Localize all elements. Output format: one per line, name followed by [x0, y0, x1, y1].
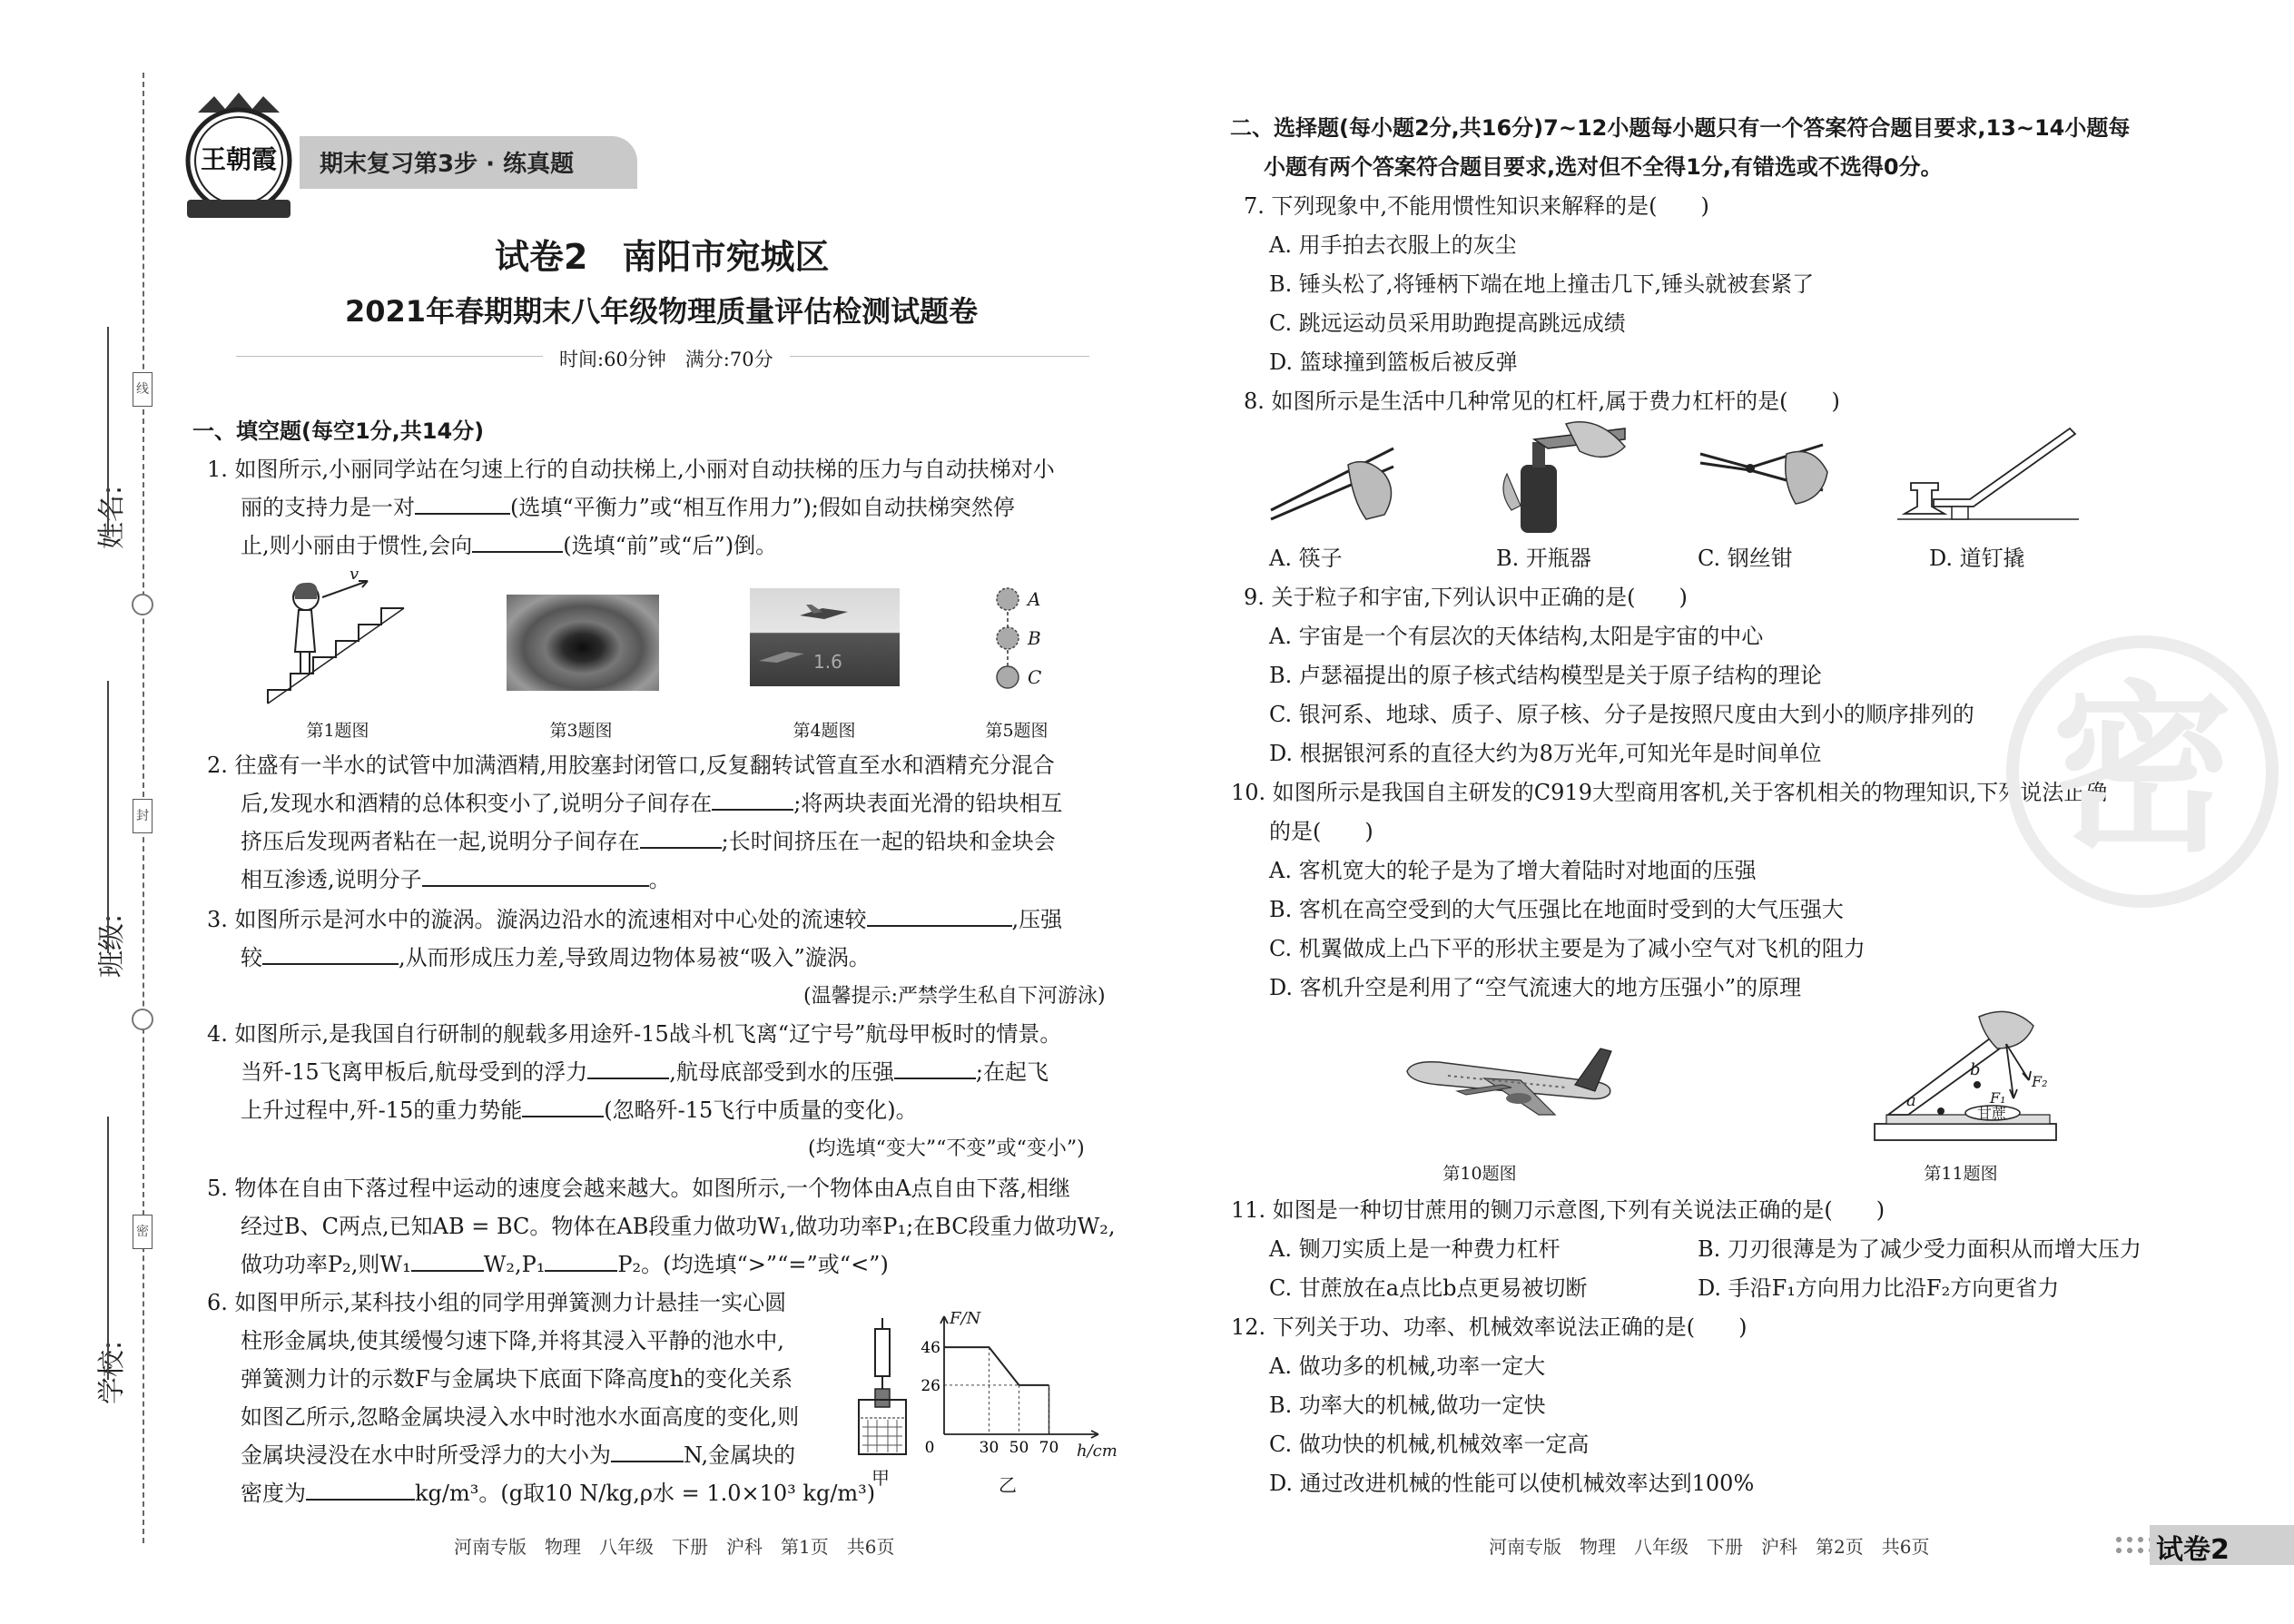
q9-option-b[interactable]: B. 卢瑟福提出的原子核式结构模型是关于原子结构的理论	[1269, 663, 1822, 688]
fig8-bottle-opener	[1498, 419, 1634, 533]
q6-blank-2[interactable]	[306, 1477, 415, 1501]
page-subtitle: 2021年春期期末八年级物理质量评估检测试题卷	[345, 294, 979, 329]
name-line	[107, 327, 109, 536]
q2-blank-1[interactable]	[712, 787, 793, 811]
fig1-caption: 第1题图	[306, 721, 369, 741]
q5-blank-1[interactable]	[411, 1248, 484, 1272]
q3-line2	[241, 939, 871, 978]
chart-ytick-1: 46	[921, 1339, 940, 1358]
chart-xtick-2: 50	[1009, 1439, 1029, 1457]
q9-option-c[interactable]: C. 银河系、地球、质子、原子核、分子是按照尺度由大到小的顺序排列的	[1269, 702, 1974, 727]
fig5-label-c: C	[1028, 666, 1042, 688]
q10-option-d[interactable]: D. 客机升空是利用了“空气流速大的地方压强小”的原理	[1269, 975, 1802, 1000]
q8-option-a[interactable]: A. 筷子	[1269, 546, 1343, 571]
q10-stem-line1: 10. 如图所示是我国自主研发的C919大型商用客机,关于客机相关的物理知识,下列说法正确	[1231, 780, 2108, 805]
q6-line1: 6. 如图甲所示,某科技小组的同学用弹簧测力计悬挂一实心圆	[207, 1290, 787, 1315]
name-label: 姓名:	[96, 485, 129, 550]
page-title: 试卷2 南阳市宛城区	[495, 237, 830, 277]
q5-text-c: P₂。(均选填“>”“=”或“<”)	[617, 1252, 889, 1277]
fig11-cutter	[1870, 1008, 2079, 1148]
page-tab-label: 试卷2	[2156, 1534, 2230, 1566]
q9-option-d[interactable]: D. 根据银河系的直径大约为8万光年,可知光年是时间单位	[1269, 741, 1822, 766]
fig8-pliers	[1696, 427, 1832, 527]
q10-option-a[interactable]: A. 客机宽大的轮子是为了增大着陆时对地面的压强	[1269, 858, 1757, 883]
q6-text-c: 密度为	[241, 1481, 306, 1506]
q11-option-b[interactable]: B. 刀刃很薄是为了减少受力面积从而增大压力	[1698, 1236, 2141, 1262]
footer-right: 河南专版 物理 八年级 下册 沪科 第2页 共6页	[1489, 1536, 1930, 1558]
q3-text-c: 较	[241, 945, 262, 970]
q1-text-c: 止,则小丽由于惯性,会向	[241, 533, 473, 558]
chart-series-line	[944, 1347, 1049, 1385]
q1-text-b: (选填“平衡力”或“相互作用力”);假如自动扶梯突然停	[510, 495, 1015, 520]
q1-line2	[241, 488, 1015, 527]
chart-xtick-3: 70	[1039, 1439, 1059, 1457]
q5-line3	[241, 1245, 889, 1284]
q12-option-a[interactable]: A. 做功多的机械,功率一定大	[1269, 1353, 1546, 1379]
chart-ytick-0: 26	[921, 1376, 940, 1395]
q12-stem: 12. 下列关于功、功率、机械效率说法正确的是( )	[1231, 1314, 1748, 1340]
q2-text-f: 。	[648, 867, 671, 892]
q10-option-b[interactable]: B. 客机在高空受到的大气压强比在地面时受到的大气压强大	[1269, 897, 1844, 922]
q7-option-c[interactable]: C. 跳远运动员采用助跑提高跳远成绩	[1269, 310, 1626, 336]
fig11-label-cane: 甘蔗	[1977, 1105, 2007, 1122]
q9-stem: 9. 关于粒子和宇宙,下列认识中正确的是( )	[1244, 585, 1688, 610]
fig3-whirlpool	[507, 595, 659, 691]
q10-stem-line2: 的是( )	[1269, 819, 1373, 844]
q5-line2: 经过B、C两点,已知AB = BC。物体在AB段重力做功W₁,做功功率P₁;在BC段重力做功W₂,	[241, 1214, 1116, 1239]
q5-text-b: W₂,P₁	[483, 1252, 546, 1277]
q5-blank-2[interactable]	[545, 1248, 617, 1272]
fig5-label-b: B	[1028, 627, 1041, 649]
q1-blank-1[interactable]	[415, 491, 510, 515]
fig6-caption-right: 乙	[999, 1474, 1017, 1496]
q2-line3	[241, 822, 1056, 861]
binding-mark-1: 线	[133, 372, 153, 407]
q6-text-d: kg/m³。(g取10 N/kg,ρ水 = 1.0×10³ kg/m³)	[415, 1481, 876, 1506]
fig10-caption: 第10题图	[1442, 1164, 1517, 1184]
q4-text-d: 上升过程中,歼-15的重力势能	[241, 1097, 523, 1123]
q7-option-d[interactable]: D. 篮球撞到篮板后被反弹	[1269, 349, 1518, 375]
q8-option-c[interactable]: C. 钢丝钳	[1698, 546, 1793, 571]
q6-line5	[241, 1436, 795, 1475]
q5-line1: 5. 物体在自由下落过程中运动的速度会越来越大。如图所示,一个物体由A点自由下落,相继	[207, 1176, 1071, 1201]
logo	[180, 93, 298, 220]
chart-xtick-1: 30	[979, 1439, 999, 1457]
q11-option-c[interactable]: C. 甘蔗放在a点比b点更易被切断	[1269, 1275, 1588, 1301]
binding-mark-2: 封	[133, 799, 153, 833]
q1-text-d: (选填“前”或“后”)倒。	[563, 533, 778, 558]
q6-line2: 柱形金属块,使其缓慢匀速下降,并将其浸入平静的池水中,	[241, 1328, 784, 1353]
q6-line6	[241, 1474, 875, 1513]
q4-line1: 4. 如图所示,是我国自行研制的舰载多用途歼-15战斗机飞离“辽宁号”航母甲板时的情景。	[207, 1021, 1062, 1047]
binding-hole-2	[132, 1009, 153, 1030]
fig4-carrier	[750, 588, 900, 686]
q4-text-e: (忽略歼-15飞行中质量的变化)。	[604, 1097, 918, 1123]
class-line	[107, 681, 109, 953]
q1-text-a: 丽的支持力是一对	[241, 495, 415, 520]
q1-blank-2[interactable]	[472, 529, 563, 553]
q2-line4	[241, 861, 671, 900]
svg-text:1.6: 1.6	[813, 651, 842, 673]
q4-text-b: ,航母底部受到水的压强	[669, 1059, 894, 1085]
fig8-chopsticks	[1266, 428, 1403, 528]
school-line	[107, 1117, 109, 1380]
q3-blank-2[interactable]	[262, 941, 399, 965]
q4-note: (均选填“变大”“不变”或“变小”)	[808, 1137, 1085, 1160]
q2-blank-2[interactable]	[640, 825, 722, 849]
q2-text-d: ;长时间挤压在一起的铅块和金块会	[721, 829, 1056, 854]
q4-text-c: ;在起飞	[975, 1059, 1049, 1085]
fig5-label-a: A	[1028, 588, 1041, 610]
fig11-caption: 第11题图	[1924, 1164, 1998, 1184]
binding-hole-1	[132, 594, 153, 615]
q3-blank-1[interactable]	[867, 903, 1012, 927]
exam-meta: 时间:60分钟 满分:70分	[543, 345, 790, 372]
q4-blank-2[interactable]	[894, 1056, 976, 1079]
chart-xlabel: h/cm	[1077, 1442, 1117, 1461]
q2-line2	[241, 784, 1062, 823]
q12-option-b[interactable]: B. 功率大的机械,做功一定快	[1269, 1393, 1546, 1418]
q2-text-e: 相互渗透,说明分子	[241, 867, 422, 892]
q3-text-b: ,压强	[1011, 907, 1063, 932]
class-label: 班级:	[96, 913, 129, 979]
q4-text-a: 当歼-15飞离甲板后,航母受到的浮力	[241, 1059, 588, 1085]
q6-text-b: N,金属块的	[684, 1442, 796, 1468]
q1-line3	[241, 527, 777, 566]
footer-left: 河南专版 物理 八年级 下册 沪科 第1页 共6页	[454, 1536, 895, 1558]
q12-option-c[interactable]: C. 做功快的机械,机械效率一定高	[1269, 1432, 1590, 1457]
fig6-chart	[917, 1307, 1135, 1471]
fig5-caption: 第5题图	[985, 721, 1049, 741]
q3-tip: (温馨提示:严禁学生私自下河游泳)	[803, 985, 1106, 1008]
q8-option-d[interactable]: D. 道钉撬	[1929, 546, 2025, 571]
q5-text-a: 做功功率P₂,则W₁	[241, 1252, 411, 1277]
q12-option-d[interactable]: D. 通过改进机械的性能可以使机械效率达到100%	[1269, 1471, 1755, 1496]
q11-stem: 11. 如图是一种切甘蔗用的铡刀示意图,下列有关说法正确的是( )	[1231, 1197, 1885, 1223]
page-tab-dots	[2113, 1534, 2150, 1556]
chart-xtick-0: 0	[924, 1439, 935, 1457]
step-text: 期末复习第3步 · 练真题	[320, 151, 575, 178]
q6-blank-1[interactable]	[611, 1439, 684, 1462]
fig5-falling-object	[989, 581, 1071, 699]
q6-line4: 如图乙所示,忽略金属块浸入水中时池水水面高度的变化,则	[241, 1404, 800, 1430]
q7-option-b[interactable]: B. 锤头松了,将锤柄下端在地上撞击几下,锤头就被套紧了	[1269, 271, 1815, 297]
q10-option-c[interactable]: C. 机翼做成上凸下平的形状主要是为了减小空气对飞机的阻力	[1269, 936, 1866, 961]
q11-option-d[interactable]: D. 手沿F₁方向用力比沿F₂方向更省力	[1698, 1275, 2060, 1301]
fig11-label-b: b	[1970, 1060, 1981, 1079]
watermark-char: 密	[2051, 665, 2233, 877]
fig4-caption: 第4题图	[793, 721, 856, 741]
section2-heading-line2: 小题有两个答案符合题目要求,选对但不全得1分,有错选或不选得0分。	[1264, 154, 1943, 180]
binding-mark-3: 密	[133, 1215, 153, 1249]
fig1-escalator	[259, 565, 413, 708]
fig6-spring-scale	[853, 1318, 917, 1459]
fig10-airplane	[1403, 1044, 1620, 1126]
q2-text-c: 挤压后发现两者粘在一起,说明分子间存在	[241, 829, 640, 854]
fig8-crowbar	[1897, 427, 2079, 531]
fig3-caption: 第3题图	[549, 721, 613, 741]
q6-line3: 弹簧测力计的示数F与金属块下底面下降高度h的变化关系	[241, 1366, 793, 1392]
q7-stem: 7. 下列现象中,不能用惯性知识来解释的是( )	[1244, 193, 1709, 219]
q3-text-d: ,从而形成压力差,导致周边物体易被“吸入”漩涡。	[399, 945, 871, 970]
q4-line3	[241, 1091, 918, 1130]
fig1-v-label: v	[350, 565, 359, 584]
fig6-caption-left: 甲	[871, 1467, 890, 1489]
q2-text-a: 后,发现水和酒精的总体积变小了,说明分子间存在	[241, 791, 713, 816]
fig11-label-f2: F₂	[2032, 1073, 2048, 1090]
q1-line1: 1. 如图所示,小丽同学站在匀速上行的自动扶梯上,小丽对自动扶梯的压力与自动扶梯对小	[207, 457, 1055, 482]
q3-text-a: 3. 如图所示是河水中的漩涡。漩涡边沿水的流速相对中心处的流速较	[207, 907, 867, 932]
q8-stem: 8. 如图所示是生活中几种常见的杠杆,属于费力杠杆的是( )	[1244, 389, 1840, 414]
q6-text-a: 金属块浸没在水中时所受浮力的大小为	[241, 1442, 611, 1468]
logo-text: 王朝霞	[200, 144, 277, 174]
school-label: 学校:	[96, 1340, 129, 1405]
q11-option-a[interactable]: A. 铡刀实质上是一种费力杠杆	[1269, 1236, 1561, 1262]
q2-blank-3[interactable]	[422, 863, 649, 887]
q7-option-a[interactable]: A. 用手拍去衣服上的灰尘	[1269, 232, 1517, 258]
section2-heading-line1: 二、选择题(每小题2分,共16分)7~12小题每小题只有一个答案符合题目要求,13~14小题每	[1230, 115, 2131, 141]
q2-line1: 2. 往盛有一半水的试管中加满酒精,用胶塞封闭管口,反复翻转试管直至水和酒精充分混合	[207, 753, 1055, 778]
confidential-watermark	[2006, 635, 2279, 908]
q8-option-b[interactable]: B. 开瓶器	[1496, 546, 1591, 571]
q9-option-a[interactable]: A. 宇宙是一个有层次的天体结构,太阳是宇宙的中心	[1269, 624, 1764, 649]
section1-heading: 一、填空题(每空1分,共14分)	[192, 418, 485, 444]
q4-blank-1[interactable]	[587, 1056, 669, 1079]
chart-ylabel: F/N	[950, 1309, 981, 1328]
q4-blank-3[interactable]	[522, 1094, 604, 1117]
q3-line1	[207, 901, 1062, 940]
q2-text-b: ;将两块表面光滑的铅块相互	[793, 791, 1063, 816]
fig11-label-f1: F₁	[1990, 1089, 2006, 1107]
q4-line2	[241, 1053, 1049, 1092]
fig11-label-a: a	[1906, 1091, 1916, 1110]
